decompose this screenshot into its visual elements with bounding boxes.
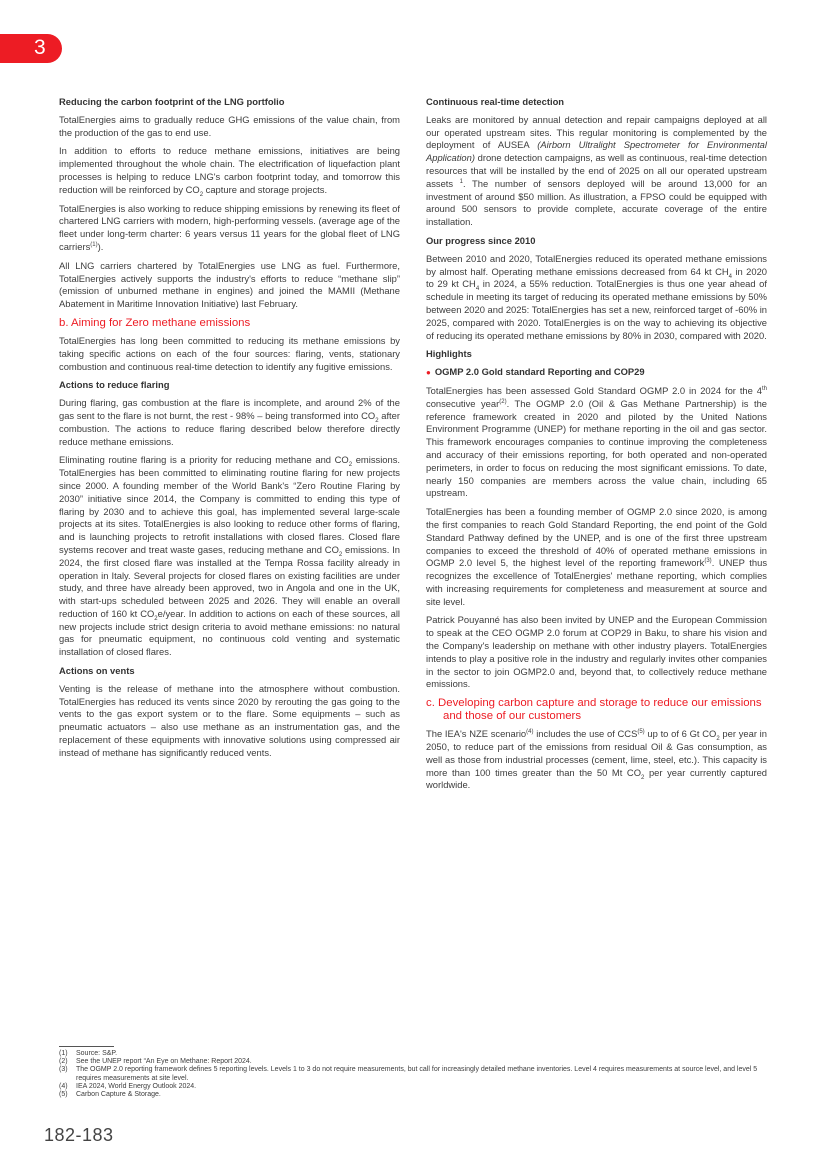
- heading-detection: Continuous real-time detection: [426, 96, 565, 107]
- paragraph: TotalEnergies has been assessed Gold Standard OGMP 2.0 in 2024 for the 4th consecutive year$^{(2)}$. The OGMP 2.0 (Oil & Gas Methane Partnership) is the reference framework created in 2020 and piloted by the United Nations Environment Programme (UNEP) for methane reporting in the oil and gas sector. This framework encourages companies to continue improving the completeness and accuracy of their emissions reporting, for both operated and non-operated perimeters, in order to focus on reducing the most significant emissions. To date, nearly 150 companies are members across the value chain, including 65 upstream.: [426, 384, 767, 499]
- paragraph: TotalEnergies is also working to reduce shipping emissions by renewing its fleet of chartered LNG carriers with modern, high-performing vessels. (average age of the fleet under long-term charter: 6 years versus 11 years for the global fleet of LNG carriers$^{(1)}$).: [59, 202, 400, 252]
- heading-progress: Our progress since 2010: [426, 234, 536, 246]
- paragraph: TotalEnergies aims to gradually reduce GHG emissions of the value chain, from the production of the gas to end use.: [59, 113, 400, 138]
- page-number: 182-183: [44, 1125, 114, 1145]
- right-column: [426, 96, 767, 798]
- paragraph: In addition to efforts to reduce methane emissions, initiatives are being implemented throughout the whole chain. The electrification of liquefaction plant processes is helping to reduce LNG's carbon footprint today, and tomorrow this reduction will be reinforced by $CO_2$ capture and storage projects.: [59, 145, 400, 198]
- paragraph: TotalEnergies has been a founding member of OGMP 2.0 since 2020, is among the first companies to reach Gold Standard Reporting, the end point of the Gold Standard Pathway defined by the UNEP, and is one of the first three upstream companies to exceed the threshold of 40% of operated methane emissions in OGMP 2.0 level 5, the highest level of the reporting framework$^{(3)}$. UNEP thus recognizes the excellence of TotalEnergies' methane reporting, which complies with increasing requirements for completeness and measurement at source and site level.: [426, 506, 768, 607]
- section-number: 3: [34, 36, 46, 59]
- paragraph: The IEA's NZE scenario$^{(4)}$ includes the use of CCS$^{(5)}$ up to of 6 Gt $CO_2$ per year in 2050, to reduce part of the emissions from residual Oil & Gas consumption, as well as those from industrial processes (cement, lime, steel, etc.). This capacity is more than 100 times greater than the 50 Mt $CO_2$ per year currently captured worldwide.: [426, 728, 767, 791]
- footnote: (3) The OGMP 2.0 reporting framework defines 5 reporting levels. Levels 1 to 3 do not require measurements, but call for increasingly detailed methane inventories. Level 4 requires measurements at source level, and level 5 requires measurements at site level.: [59, 1066, 758, 1082]
- heading-zero-methane: b. Aiming for Zero methane emissions: [59, 316, 251, 329]
- heading-carbon-footprint: Reducing the carbon footprint of the LNG portfolio: [59, 96, 285, 107]
- paragraph: Leaks are monitored by annual detection and repair campaigns deployed at all our operated upstream sites. This regular monitoring is complemented by the deployment of AUSEA (Airborn Ultralight Spectrometer for Environmental Application) drone detection campaigns, as well as continuous, real-time detection resources that will be installed by the end of 2025 on all our operated upstream assets $^1$. The number of sensors deployed will be around 13,000 for an investment of around $50 million. As illustration, a FPSO could be equipped with around 500 sensors to provide complete, accurate coverage of the entire installation.: [426, 113, 767, 228]
- heading-flaring: Actions to reduce flaring: [59, 379, 170, 391]
- heading-vents: Actions on vents: [59, 665, 135, 677]
- bullet-icon: ●: [426, 368, 431, 378]
- paragraph: All LNG carriers chartered by TotalEnergies use LNG as fuel. Furthermore, TotalEnergies actively supports the industry's efforts to reduce “methane slip” (emission of unburned methane in engines) and joined the MAMII (Methane Abatement in Maritime Innovation Initiative) last February.: [59, 259, 400, 310]
- paragraph: Eliminating routine flaring is a priority for reducing methane and $CO_2$ emissions. TotalEnergies has been committed to eliminating routine flaring for new projects since 2000. A founding member of the World Bank's “Zero Routine Flaring by 2030” initiative since 2014, the Company is committed to ending this type of flaring by 2030 and to achieve this goal, has implemented several large-scale projects at its sites. TotalEnergies is also looking to reduce other forms of flaring, and is launching projects to retrofit installations with closed flares. Closed flare systems recover and treat waste gases, reducing methane and $CO_2$ emissions. In 2024, the first closed flare was installed at the Tempa Rossa facility already in operation in Italy. Several projects for closed flares on existing facilities are under study, and three have already been approved, two in Angola and one in the UK, with start-ups scheduled between 2025 and 2026. They will enable an overall reduction of 160 kt $CO_2e$/year. In addition to actions on each of these sources, all new projects include strict design criteria to avoid methane emissions: no natural gas for pneumatic equipment, no continuous cold venting and systematic installation of closed flares.: [59, 454, 401, 658]
- footnote: (2) See the UNEP report “An Eye on Methane: Report 2024.: [59, 1058, 252, 1066]
- paragraph: During flaring, gas combustion at the flare is incomplete, and around 2% of the gas sent to the flare is not burnt, the rest - 98% – being transformed into $CO_2$ after combustion. The actions to reduce flaring described below therefore directly reduce methane emissions.: [59, 397, 400, 447]
- footnote: (1) Source: S&P.: [59, 1050, 118, 1057]
- paragraph: Patrick Pouyanné has also been invited by UNEP and the European Commission to speak at the CEO OGMP 2.0 forum at COP29 in Baku, to share his vision and the Company's leadership on methane with other industry players. TotalEnergies intends to play a positive role in the industry and regularly invites other companies in the sector to join OGMP2.0 and, beyond that, to collectively reduce methane emissions.: [426, 614, 767, 690]
- footnote: (5) Carbon Capture & Storage.: [59, 1091, 161, 1099]
- heading-ogmp: ● OGMP 2.0 Gold standard Reporting and COP29: [426, 366, 645, 378]
- left-column: [59, 96, 400, 766]
- paragraph: Venting is the release of methane into the atmosphere without combustion. TotalEnergies has reduced its vents since 2020 by rerouting the gas going to the vents to the gas export system or to the flare. Some equipments – such as pneumatic actuators – also use methane as an instrumentation gas, and the replacement of these equipments with innovative solutions using compressed air instead of methane has significantly reduced vents.: [59, 682, 400, 758]
- heading-highlights: Highlights: [426, 348, 472, 360]
- paragraph: TotalEnergies has long been committed to reducing its methane emissions by taking specific actions on each of the four sources: flaring, vents, stationary combustion and continuous real-time detection to identify any fugitive emissions.: [59, 334, 400, 372]
- paragraph: Between 2010 and 2020, TotalEnergies reduced its operated methane emissions by almost half. Operating methane emissions decreased from 64 kt $CH_4$ in 2020 to 29 kt $CH_4$ in 2024, a 55% reduction. TotalEnergies is thus one year ahead of schedule in meeting its target of reducing its operated methane emissions by 50% between 2020 and 2025: TotalEnergies has set a new, reinforced target of -60% in 2025, compared with 2020. TotalEnergies is on the way to achieving its objective of reducing its operated methane emissions by 80% in 2030, compared with 2020.: [426, 252, 767, 341]
- heading-ccs: c. Developing carbon capture and storage to reduce our emissions and those of our customers: [426, 697, 762, 723]
- footnote: (4) IEA 2024, World Energy Outlook 2024.: [59, 1082, 197, 1090]
- footnote-divider: [59, 1046, 114, 1047]
- footnotes: [59, 1046, 771, 1099]
- section-tab: [0, 34, 62, 63]
